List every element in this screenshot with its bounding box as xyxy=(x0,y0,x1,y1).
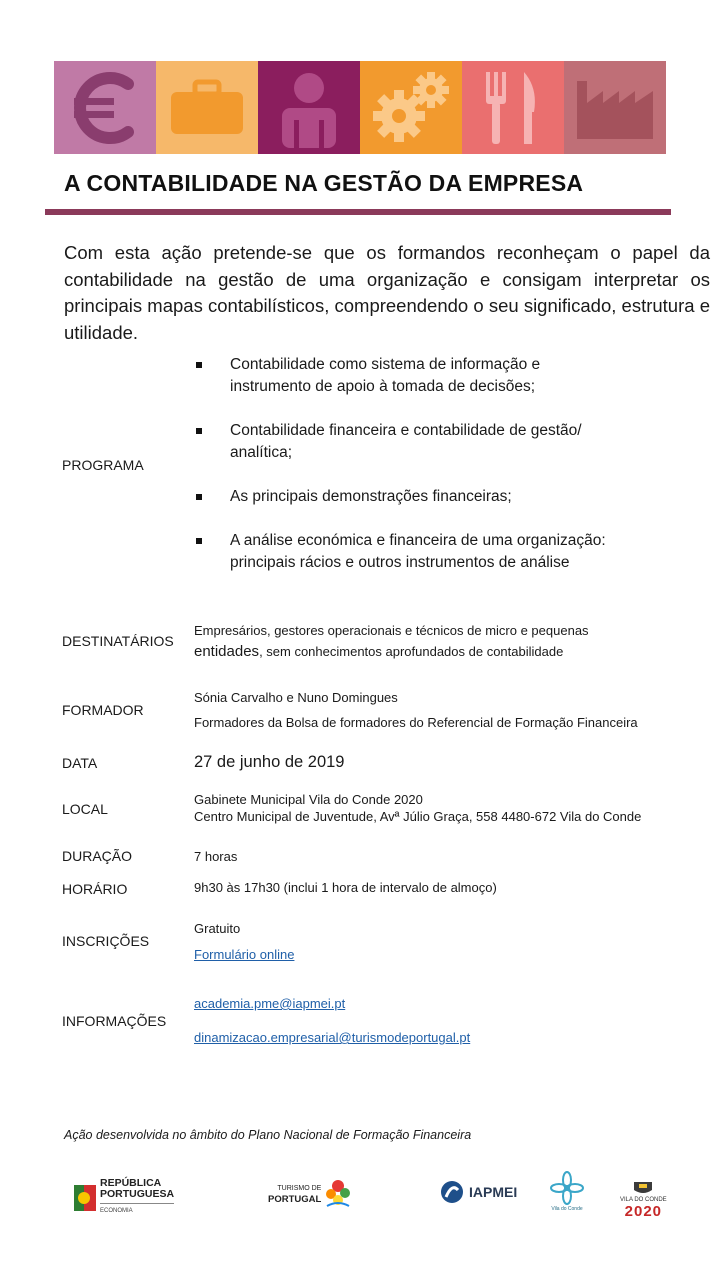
formulario-online-link[interactable]: Formulário online xyxy=(194,947,295,962)
iapmei-logo xyxy=(440,1180,517,1204)
horario-label: HORÁRIO xyxy=(62,881,128,897)
banner-tile-cutlery xyxy=(462,61,564,154)
list-item xyxy=(194,420,582,464)
republica-line2: PORTUGUESA xyxy=(100,1188,175,1200)
local-label: LOCAL xyxy=(62,801,108,817)
email-link-iapmei[interactable]: academia.pme@iapmei.pt xyxy=(194,996,346,1011)
banner-tile-briefcase xyxy=(156,61,258,154)
list-item-line: Contabilidade como sistema de informação e xyxy=(230,356,541,373)
list-item-line: analítica; xyxy=(230,444,293,461)
formador-label: FORMADOR xyxy=(62,702,144,718)
destinatarios-entidades: entidades xyxy=(194,643,260,660)
inscricoes-value: Gratuito xyxy=(194,921,241,936)
list-item-line: Contabilidade financeira e contabilidade de gestão/ xyxy=(230,422,582,439)
list-item-line: instrumento de apoio à tomada de decisões; xyxy=(230,378,536,395)
destinatarios-line1: Empresários, gestores operacionais e técnicos de micro e pequenas xyxy=(194,623,589,638)
vila-do-conde-flower-icon xyxy=(549,1170,585,1206)
list-item-line: principais rácios e outros instrumentos de análise xyxy=(230,554,570,571)
intro-paragraph: Com esta ação pretende-se que os formandos reconheçam o papel da contabilidade na gestão de uma organização e consigam interpretar os principais mapas contabilísticos, compreendendo o seu significado, estrutura e utilidade. xyxy=(64,242,710,343)
portugal-shield-icon xyxy=(74,1183,96,1213)
vila-do-conde-logo xyxy=(549,1170,585,1212)
email-link-turismo[interactable]: dinamizacao.empresarial@turismodeportugal.pt xyxy=(194,1030,471,1045)
duracao-label: DURAÇÃO xyxy=(62,848,133,864)
local-line1: Gabinete Municipal Vila do Conde 2020 xyxy=(194,792,423,807)
iapmei-text: IAPMEI xyxy=(469,1184,518,1200)
turismo-flower-icon xyxy=(323,1178,353,1210)
page-title: A CONTABILIDADE NA GESTÃO DA EMPRESA xyxy=(64,170,584,196)
formador-names: Sónia Carvalho e Nuno Domingues xyxy=(194,690,398,705)
euro-icon xyxy=(70,68,140,148)
destinatarios-line2 xyxy=(194,643,563,660)
briefcase-icon xyxy=(167,78,247,138)
banner-tile-factory xyxy=(564,61,666,154)
bullet-icon xyxy=(196,362,202,368)
list-item xyxy=(194,486,512,508)
footnote: Ação desenvolvida no âmbito do Plano Nacional de Formação Financeira xyxy=(64,1128,472,1142)
banner-tile-euro xyxy=(54,61,156,154)
duracao-value: 7 horas xyxy=(194,849,238,864)
list-item-line: As principais demonstrações financeiras; xyxy=(230,488,512,505)
informacoes-label: INFORMAÇÕES xyxy=(62,1013,167,1029)
list-item-line: A análise económica e financeira de uma organização: xyxy=(230,532,606,549)
horario-value: 9h30 às 17h30 (inclui 1 hora de intervalo de almoço) xyxy=(194,880,497,895)
republica-line3: ECONOMIA xyxy=(100,1203,174,1217)
data-label: DATA xyxy=(62,755,98,771)
vdc2020-line2: 2020 xyxy=(624,1203,663,1220)
bullet-icon xyxy=(196,494,202,500)
list-item xyxy=(194,530,606,574)
header-banner xyxy=(54,61,666,154)
programa-label: PROGRAMA xyxy=(62,457,144,473)
cutlery-icon xyxy=(478,68,548,148)
gears-icon xyxy=(369,68,453,148)
banner-tile-gears xyxy=(360,61,462,154)
data-value: 27 de junho de 2019 xyxy=(194,753,345,771)
vila-do-conde-text: Vila do Conde xyxy=(551,1206,583,1212)
banner-tile-person xyxy=(258,61,360,154)
factory-icon xyxy=(573,73,657,143)
destinatarios-rest: , sem conhecimentos aprofundados de contabilidade xyxy=(259,644,564,659)
bullet-icon xyxy=(196,538,202,544)
crest-icon xyxy=(632,1180,654,1196)
local-line2: Centro Municipal de Juventude, Avª Júlio Graça, 558 4480-672 Vila do Conde xyxy=(194,809,642,824)
title-underline xyxy=(45,209,671,215)
turismo-portugal-logo xyxy=(268,1178,353,1210)
iapmei-mark-icon xyxy=(440,1180,464,1204)
vila-do-conde-2020-logo xyxy=(620,1180,667,1219)
list-item xyxy=(194,354,540,398)
vdc2020-line1: VILA DO CONDE xyxy=(620,1197,667,1203)
inscricoes-label: INSCRIÇÕES xyxy=(62,933,150,949)
destinatarios-label: DESTINATÁRIOS xyxy=(62,633,174,649)
bullet-icon xyxy=(196,428,202,434)
republica-portuguesa-logo xyxy=(74,1178,174,1217)
formador-description: Formadores da Bolsa de formadores do Referencial de Formação Financeira xyxy=(194,715,638,730)
republica-line1: REPÚBLICA xyxy=(100,1177,162,1189)
turismo-line1: TURISMO DE xyxy=(277,1185,322,1192)
person-icon xyxy=(274,68,344,148)
turismo-line2: PORTUGAL xyxy=(268,1194,322,1205)
